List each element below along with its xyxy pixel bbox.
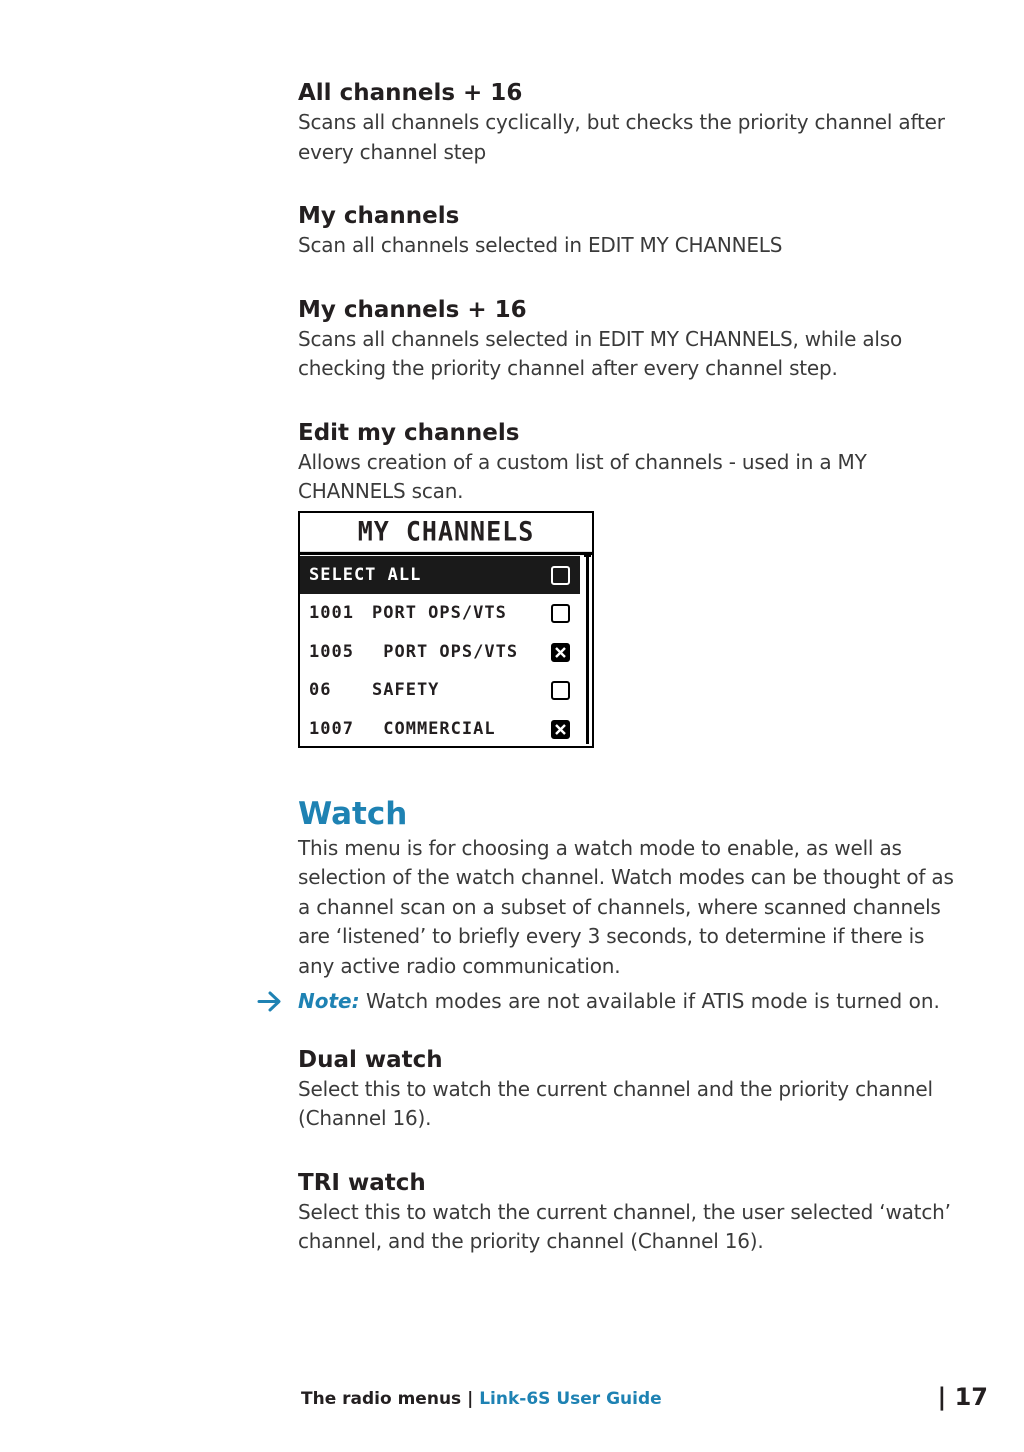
checkbox-icon[interactable] xyxy=(551,566,570,585)
channel-row[interactable] xyxy=(300,671,580,710)
section-edit-my-channels xyxy=(298,418,958,507)
channel-number: 1007 xyxy=(309,718,354,739)
scrollbar xyxy=(586,556,589,744)
checkbox-icon[interactable] xyxy=(551,604,570,623)
section-title: Edit my channels xyxy=(298,419,520,446)
section-title: My channels + 16 xyxy=(298,296,527,323)
channel-list xyxy=(300,556,580,749)
section-title: My channels xyxy=(298,203,460,229)
section-dual-watch xyxy=(298,1045,958,1134)
section-my-channels xyxy=(298,201,958,261)
channel-number: 06 xyxy=(309,680,332,700)
section-tri-watch xyxy=(298,1168,958,1257)
arrow-right-icon xyxy=(256,987,284,1016)
section-body: Scan all channels selected in EDIT MY CHANNELS xyxy=(298,233,783,257)
checked-checkbox-icon[interactable] xyxy=(551,643,570,662)
footer-guide-title: Link-6S User Guide xyxy=(479,1389,662,1409)
footer xyxy=(301,1389,662,1409)
row-label: SELECT ALL xyxy=(309,564,422,585)
section-watch xyxy=(298,794,958,982)
channel-name: SAFETY xyxy=(372,680,440,700)
section-title: TRI watch xyxy=(298,1169,426,1196)
channel-row-select-all[interactable] xyxy=(300,556,580,595)
channel-number: 1005 xyxy=(309,641,354,662)
page-content xyxy=(298,78,958,1291)
channel-row[interactable] xyxy=(300,710,580,749)
section-body: Select this to watch the current channel and the priority channel (Channel 16). xyxy=(298,1076,933,1130)
section-body: Select this to watch the current channel, the user selected ‘watch’ channel, and the priority channel (Channel 16). xyxy=(298,1199,951,1253)
section-title: Dual watch xyxy=(298,1046,443,1073)
note xyxy=(298,987,958,1017)
footer-separator: | xyxy=(461,1389,480,1409)
channel-name: PORT OPS/VTS xyxy=(372,603,507,623)
section-all-channels-16 xyxy=(298,78,958,167)
note-label: Note: xyxy=(298,989,360,1013)
section-body: Allows creation of a custom list of channels - used in a MY CHANNELS scan. xyxy=(298,449,867,503)
channel-row[interactable] xyxy=(300,594,580,633)
channel-name: COMMERCIAL xyxy=(372,718,496,739)
screen-title: MY CHANNELS xyxy=(300,511,592,554)
section-my-channels-16 xyxy=(298,295,958,384)
section-heading: Watch xyxy=(298,795,408,832)
section-title: All channels + 16 xyxy=(298,80,523,106)
channel-number: 1001 xyxy=(309,603,354,623)
footer-section: The radio menus xyxy=(301,1389,462,1409)
channel-row[interactable] xyxy=(300,633,580,672)
channel-name: PORT OPS/VTS xyxy=(372,641,519,662)
checkbox-icon[interactable] xyxy=(551,681,570,700)
section-body: This menu is for choosing a watch mode to enable, as well as selection of the watch channel. Watch modes can be thought of as a channel scan on a subset of channels, where scanned channels are ‘listened’ to briefly every 3 seconds, to determine if there is any active radio communication. xyxy=(298,835,954,978)
my-channels-screen xyxy=(298,511,594,748)
page-number: | 17 xyxy=(937,1383,988,1411)
checked-checkbox-icon[interactable] xyxy=(551,720,570,739)
note-text: Watch modes are not available if ATIS mode is turned on. xyxy=(359,989,940,1013)
section-body: Scans all channels cyclically, but checks the priority channel after every channel step xyxy=(298,110,945,164)
section-body: Scans all channels selected in EDIT MY CHANNELS, while also checking the priority channel after every channel step. xyxy=(298,326,903,380)
